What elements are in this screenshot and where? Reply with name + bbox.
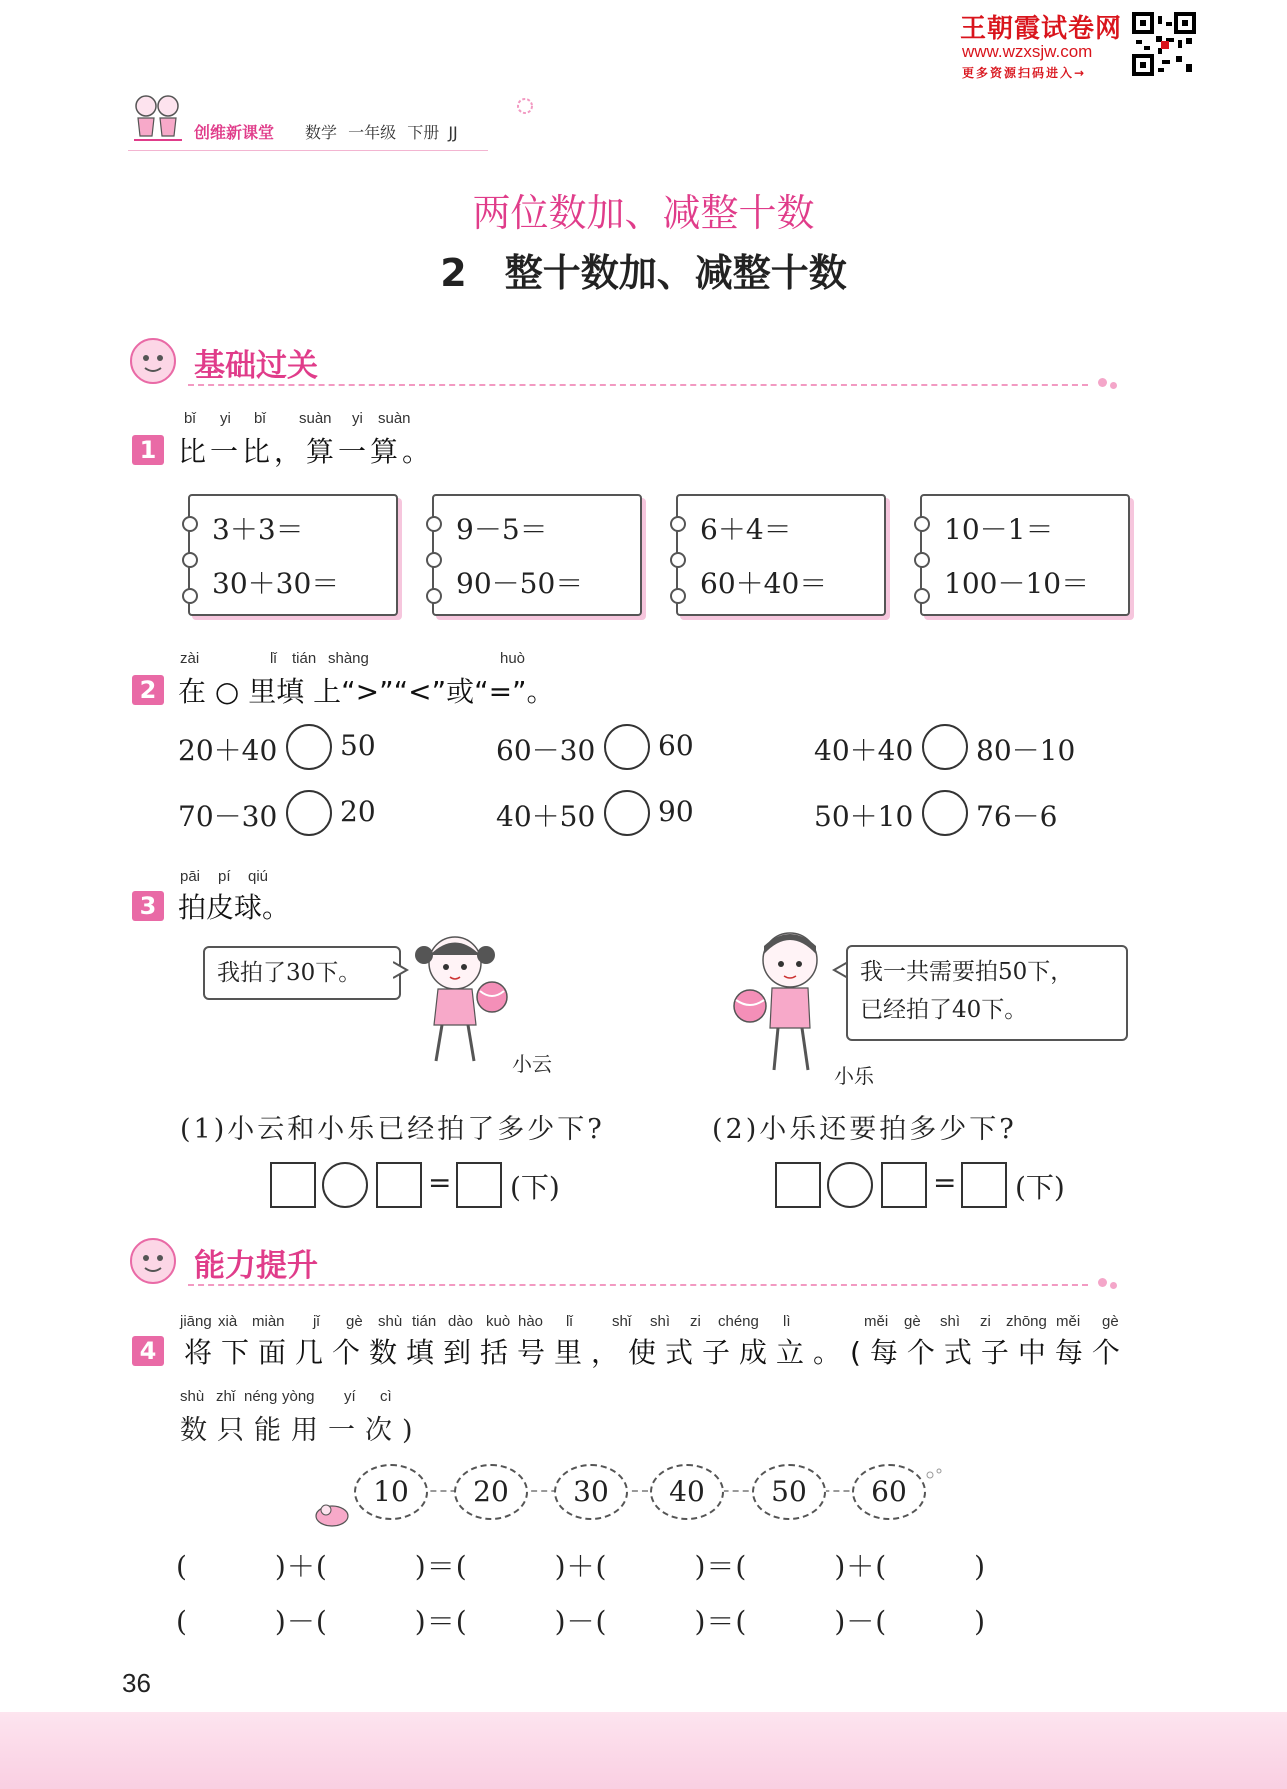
- compare-right: 20: [340, 795, 376, 828]
- binder-ring-icon: [426, 516, 442, 532]
- binder-ring-icon: [914, 588, 930, 604]
- section-mascot-icon: [128, 336, 178, 386]
- answer-box[interactable]: [961, 1162, 1007, 1208]
- binder-ring-icon: [914, 516, 930, 532]
- number-oval[interactable]: 30: [554, 1464, 628, 1520]
- watermark: [960, 8, 1200, 78]
- girl-illustration-icon: [410, 925, 510, 1070]
- header-volume: 下册: [407, 123, 440, 142]
- calc-card: [676, 494, 886, 616]
- number-bank: [310, 1464, 970, 1534]
- question-number: 3: [132, 891, 164, 921]
- pinyin: lǐ: [566, 1313, 573, 1330]
- section-advanced-title: 能力提升: [194, 1248, 318, 1284]
- boy-illustration-icon: [730, 920, 840, 1080]
- q4-sub-row[interactable]: ( )－( )＝( )－( )＝( )－( ): [176, 1605, 987, 1638]
- section-dot: [1098, 378, 1107, 387]
- calc-card: [432, 494, 642, 616]
- binder-ring-icon: [426, 588, 442, 604]
- compare-circle[interactable]: [604, 790, 650, 836]
- card-bottom-expr: 90－50＝: [456, 567, 584, 600]
- header-edition: JJ: [448, 123, 458, 142]
- pinyin: huò: [500, 650, 526, 667]
- pinyin: zhǐ: [216, 1388, 236, 1405]
- qr-code-icon: [1132, 12, 1196, 76]
- q3-pinyin: [180, 868, 380, 888]
- pinyin: shǐ: [612, 1313, 632, 1330]
- calc-card: [920, 494, 1130, 616]
- compare-left: 20＋40: [178, 734, 278, 767]
- card-top-expr: 3＋3＝: [212, 513, 304, 546]
- boy-speech-line2: 已经拍了40下。: [860, 997, 1028, 1023]
- pinyin: yi: [220, 410, 231, 427]
- q1-cards: [180, 490, 1140, 630]
- pinyin: yí: [344, 1388, 356, 1405]
- compare-circle[interactable]: [286, 724, 332, 770]
- binder-ring-icon: [426, 552, 442, 568]
- footer-band: [0, 1712, 1287, 1789]
- pinyin: zi: [980, 1313, 991, 1330]
- pinyin: tián: [292, 650, 317, 667]
- q4-add-row[interactable]: ( )＋( )＝( )＋( )＝( )＋( ): [176, 1550, 987, 1583]
- question-number: 1: [132, 435, 164, 465]
- girl-speech-bubble: [203, 946, 401, 1000]
- answer-box[interactable]: [881, 1162, 927, 1208]
- question-text: 拍皮球。: [178, 891, 291, 924]
- pinyin: pāi: [180, 868, 201, 885]
- q4-pinyin-line2: [180, 1388, 480, 1408]
- card-bottom-expr: 100－10＝: [944, 567, 1090, 600]
- pinyin: miàn: [252, 1313, 285, 1330]
- bubble-dots-icon: [926, 1464, 946, 1476]
- binder-ring-icon: [182, 588, 198, 604]
- page-number: 36: [122, 1668, 151, 1698]
- pinyin: hào: [518, 1313, 544, 1330]
- pinyin: jǐ: [313, 1313, 320, 1330]
- pinyin: yòng: [282, 1388, 315, 1405]
- q4-pinyin-line1: [180, 1313, 1140, 1333]
- pinyin: lǐ: [270, 650, 277, 667]
- question-text-line2: 数只能用一次): [180, 1415, 423, 1446]
- answer-box[interactable]: [775, 1162, 821, 1208]
- answer-box[interactable]: [376, 1162, 422, 1208]
- compare-right: 90: [658, 795, 694, 828]
- q3-sub2: (2)小乐还要拍多少下?: [712, 1114, 1017, 1145]
- section-advanced-divider: [188, 1284, 1088, 1286]
- question-text-line1: 将下面几个数填到括号里，使式子成立。(每个式子中每个: [184, 1336, 1129, 1369]
- pinyin: qiú: [248, 868, 269, 885]
- compare-left: 60－30: [496, 734, 596, 767]
- compare-circle[interactable]: [922, 724, 968, 770]
- pinyin: xià: [218, 1313, 238, 1330]
- q2-pinyin: [180, 650, 580, 670]
- pinyin: bǐ: [184, 410, 196, 427]
- card-top-expr: 9－5＝: [456, 513, 548, 546]
- number-oval[interactable]: 50: [752, 1464, 826, 1520]
- pinyin: gè: [904, 1313, 921, 1330]
- number-oval[interactable]: 60: [852, 1464, 926, 1520]
- compare-circle[interactable]: [922, 790, 968, 836]
- section-advanced: [128, 1234, 1128, 1290]
- compare-right: 50: [340, 729, 376, 762]
- pinyin: zi: [690, 1313, 701, 1330]
- compare-left: 70－30: [178, 800, 278, 833]
- pinyin: shù: [378, 1313, 403, 1330]
- watermark-sub: 更多资源扫码进入→: [962, 66, 1087, 80]
- pinyin: bǐ: [254, 410, 266, 427]
- pinyin: dào: [448, 1313, 474, 1330]
- pinyin: shù: [180, 1388, 205, 1405]
- section-dot: [1098, 1278, 1107, 1287]
- compare-left: 40＋40: [814, 734, 914, 767]
- header-underline: [128, 150, 488, 151]
- pinyin: měi: [864, 1313, 889, 1330]
- header-subject-name: 数学: [305, 123, 338, 142]
- boy-speech-line1: 我一共需要拍50下，: [860, 959, 1074, 985]
- compare-left: 40＋50: [496, 800, 596, 833]
- q3-equation-2: [775, 1162, 1095, 1210]
- q1-pinyin: [184, 410, 444, 430]
- operator-circle[interactable]: [322, 1162, 368, 1208]
- card-top-expr: 10－1＝: [944, 513, 1054, 546]
- lesson-title: 2 整十数加、减整十数: [440, 251, 847, 295]
- calc-card: [188, 494, 398, 616]
- pinyin: tián: [412, 1313, 437, 1330]
- compare-right: 80－10: [976, 734, 1076, 767]
- girl-speech-text: 我拍了30下。: [217, 960, 362, 986]
- q2-compare-grid: [178, 724, 1138, 854]
- pinyin: suàn: [299, 410, 332, 427]
- q3-equation-1: [270, 1162, 590, 1210]
- flower-icon: [515, 96, 535, 116]
- chapter-title: 两位数加、减整十数: [472, 191, 815, 235]
- header-grade: 一年级: [348, 123, 397, 142]
- pinyin: kuò: [486, 1313, 511, 1330]
- unit-label: (下): [510, 1171, 560, 1204]
- number-oval[interactable]: 40: [650, 1464, 724, 1520]
- pinyin: suàn: [378, 410, 411, 427]
- card-top-expr: 6＋4＝: [700, 513, 792, 546]
- compare-right: 76－6: [976, 800, 1058, 833]
- pinyin: shàng: [328, 650, 369, 667]
- header-brand: 创维新课堂: [194, 123, 275, 142]
- card-bottom-expr: 60＋40＝: [700, 567, 828, 600]
- pinyin: zhōng: [1006, 1313, 1047, 1330]
- pinyin: lì: [783, 1313, 791, 1330]
- compare-circle[interactable]: [604, 724, 650, 770]
- pinyin: gè: [346, 1313, 363, 1330]
- pinyin: shì: [650, 1313, 671, 1330]
- watermark-title: 王朝霞试卷网: [960, 14, 1123, 44]
- question-text: 在 ○ 里填 上“>”“<”或“=”。: [178, 675, 555, 708]
- answer-box[interactable]: [270, 1162, 316, 1208]
- boy-speech-bubble: [846, 945, 1128, 1041]
- header-subject: [305, 120, 458, 143]
- header-mascot-icon: [128, 88, 188, 148]
- equals-sign: =: [428, 1166, 452, 1199]
- mascot-small-icon: [312, 1498, 352, 1528]
- equals-sign: =: [933, 1166, 957, 1199]
- pinyin: cì: [380, 1388, 392, 1405]
- section-basic: [128, 334, 1128, 390]
- boy-name-label: 小乐: [834, 1064, 874, 1088]
- pinyin: jiāng: [180, 1313, 212, 1330]
- section-basic-divider: [188, 384, 1088, 386]
- compare-left: 50＋10: [814, 800, 914, 833]
- section-mascot-icon: [128, 1236, 178, 1286]
- section-dot: [1110, 1282, 1117, 1289]
- pinyin: chéng: [718, 1313, 759, 1330]
- pinyin: shì: [940, 1313, 961, 1330]
- question-number: 4: [132, 1336, 164, 1366]
- pinyin: yi: [352, 410, 363, 427]
- binder-ring-icon: [670, 552, 686, 568]
- question-text: 比一比，算一算。: [178, 435, 435, 468]
- binder-ring-icon: [914, 552, 930, 568]
- pinyin: néng: [244, 1388, 278, 1405]
- section-basic-title: 基础过关: [194, 348, 318, 384]
- pinyin: zài: [180, 650, 200, 667]
- binder-ring-icon: [182, 516, 198, 532]
- pinyin: měi: [1056, 1313, 1081, 1330]
- number-oval[interactable]: 20: [454, 1464, 528, 1520]
- pinyin: pí: [218, 868, 231, 885]
- pinyin: gè: [1102, 1313, 1119, 1330]
- answer-box[interactable]: [456, 1162, 502, 1208]
- q3-sub1: (1)小云和小乐已经拍了多少下?: [180, 1114, 605, 1145]
- binder-ring-icon: [182, 552, 198, 568]
- unit-label: (下): [1015, 1171, 1065, 1204]
- compare-circle[interactable]: [286, 790, 332, 836]
- card-bottom-expr: 30＋30＝: [212, 567, 340, 600]
- girl-name-label: 小云: [512, 1052, 552, 1076]
- binder-ring-icon: [670, 516, 686, 532]
- binder-ring-icon: [670, 588, 686, 604]
- bubble-tail-icon: [393, 960, 409, 980]
- watermark-url: www.wzxsjw.com: [962, 42, 1093, 61]
- operator-circle[interactable]: [827, 1162, 873, 1208]
- section-dot: [1110, 382, 1117, 389]
- question-number: 2: [132, 675, 164, 705]
- number-oval[interactable]: 10: [354, 1464, 428, 1520]
- compare-right: 60: [658, 729, 694, 762]
